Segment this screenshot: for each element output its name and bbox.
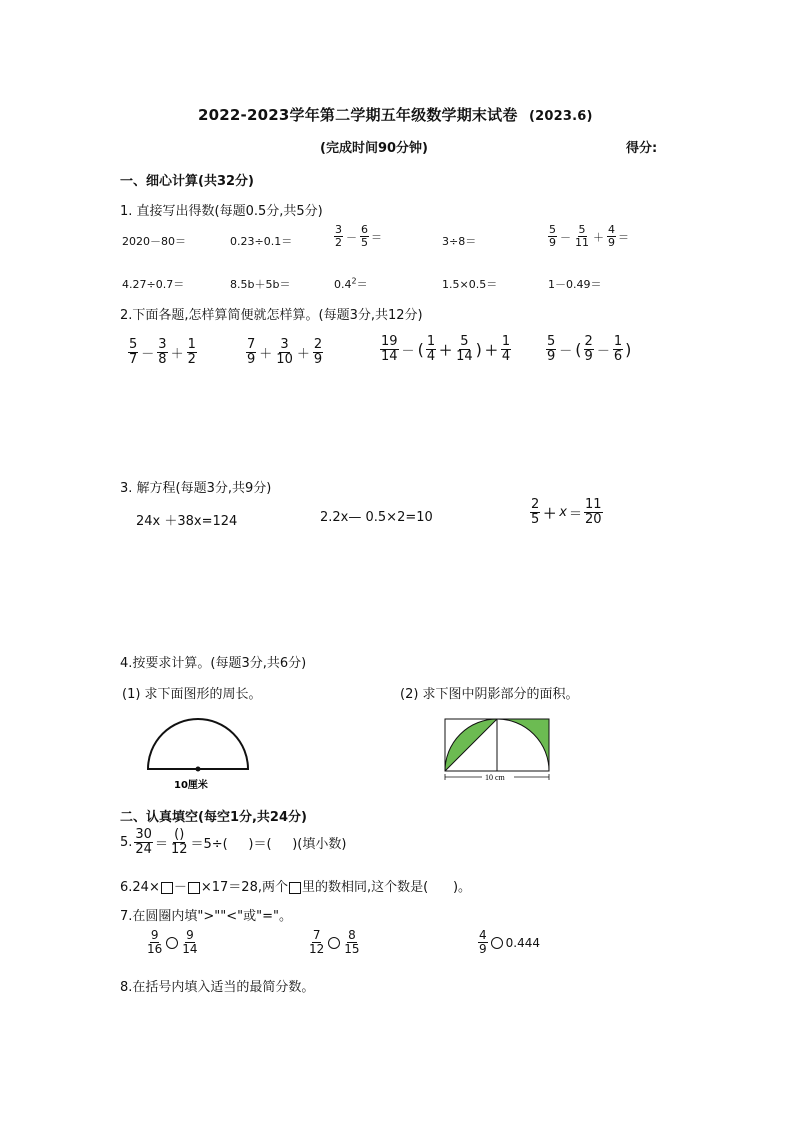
- q4-sub1: (1) 求下面图形的周长。: [122, 687, 262, 702]
- q1-label: 1. 直接写出得数(每题0.5分,共5分): [120, 204, 323, 219]
- q3-eq3: $\frac{2}{5}$ ＋ x ＝ $\frac{11}{20}$: [531, 497, 602, 528]
- q2-expr3: $\frac{19}{14}$ － ( $\frac{1}{4}$ ＋ $\frac{5}{14}$ ) ＋ $\frac{1}{4}$: [381, 334, 511, 365]
- fig2-label: 10 cm: [485, 773, 505, 782]
- q1-r1-e: $\frac{5}{9}$ － $\frac{5}{11}$ ＋ $\frac{4}{9}$ ＝: [549, 223, 629, 250]
- exam-title: 2022-2023学年第二学期五年级数学期末试卷 (2023.6): [198, 106, 593, 124]
- section1-heading: 一、细心计算(共32分): [120, 174, 254, 189]
- blank-box-icon: [188, 882, 200, 894]
- q1-r2-a: 4.27÷0.7＝: [122, 278, 185, 291]
- q7-compare1: $\frac{9}{16}$ $\frac{9}{14}$: [147, 928, 198, 957]
- compare-circle-icon: [328, 937, 340, 949]
- blank-box-icon: [289, 882, 301, 894]
- q1-r2-c: $0.4^2=$: [334, 276, 368, 291]
- score-label: 得分:: [626, 141, 658, 156]
- q1-r2-d: 1.5×0.5＝: [442, 278, 498, 291]
- semicircle-figure: [140, 715, 260, 795]
- q7-compare2: $\frac{7}{12}$ $\frac{8}{15}$: [309, 928, 360, 957]
- q7-compare3: $\frac{4}{9}$ 0.444: [479, 928, 540, 957]
- q3-eq2: 2.2x— 0.5×2=10: [320, 510, 433, 525]
- exam-date: (2023.6): [528, 109, 593, 124]
- q2-expr1: $\frac{5}{7}$ － $\frac{3}{8}$ ＋ $\frac{1}{2}$: [129, 337, 196, 368]
- q1-r1-b: 0.23÷0.1＝: [230, 235, 293, 248]
- q7-label: 7.在圆圈内填">""<"或"="。: [120, 909, 292, 924]
- section2-heading: 二、认真填空(每空1分,共24分): [120, 810, 307, 825]
- q1-r1-c: $\frac{3}{2}$ － $\frac{6}{5}$ ＝: [335, 223, 382, 250]
- q1-r1-d: 3÷8＝: [442, 235, 477, 248]
- fig1-label: 10厘米: [174, 780, 208, 791]
- compare-circle-icon: [491, 937, 503, 949]
- q5: 5. $\frac{30}{24}$ ＝ $\frac{()}{12}$ ＝5÷( )＝( )(填小数): [120, 827, 347, 858]
- q4-label: 4.按要求计算。(每题3分,共6分): [120, 656, 307, 671]
- q6: 6.24× － ×17＝28,两个 里的数相同,这个数是( )。: [120, 880, 472, 895]
- q4-sub2: (2) 求下图中阴影部分的面积。: [400, 687, 579, 702]
- shaded-area-figure: [440, 713, 565, 789]
- q2-expr4: $\frac{5}{9}$ － ( $\frac{2}{9}$ － $\frac{1}{6}$ ): [547, 334, 632, 365]
- q3-eq1: 24x ＋38x=124: [136, 514, 238, 529]
- q1-r2-b: 8.5b＋5b＝: [230, 278, 291, 291]
- blank-box-icon: [161, 882, 173, 894]
- q1-r2-e: 1－0.49＝: [548, 278, 602, 291]
- q8-label: 8.在括号内填入适当的最简分数。: [120, 980, 315, 995]
- time-note: (完成时间90分钟): [320, 141, 428, 156]
- q2-label: 2.下面各题,怎样算简便就怎样算。(每题3分,共12分): [120, 308, 423, 323]
- q3-label: 3. 解方程(每题3分,共9分): [120, 481, 272, 496]
- q1-r1-a: 2020－80＝: [122, 235, 186, 248]
- q2-expr2: $\frac{7}{9}$ ＋ $\frac{3}{10}$ ＋ $\frac{2}{9}$: [247, 337, 323, 368]
- compare-circle-icon: [166, 937, 178, 949]
